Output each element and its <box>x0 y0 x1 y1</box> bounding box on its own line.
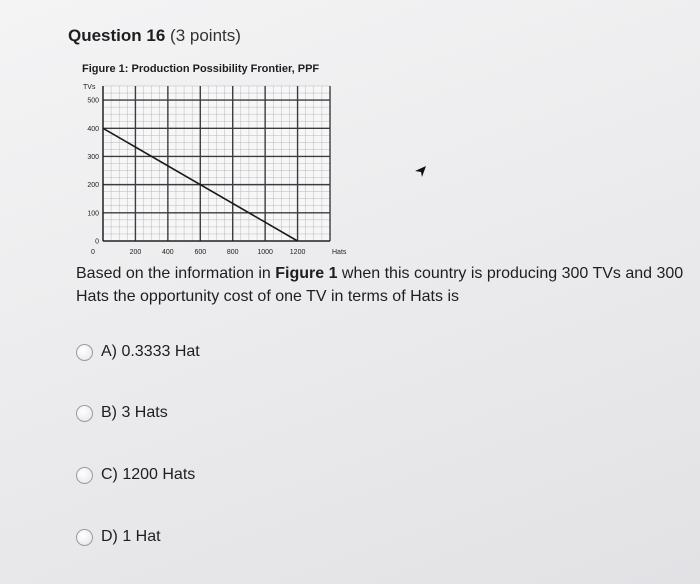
y-axis-label: TVs <box>83 84 96 91</box>
radio-b[interactable] <box>76 405 93 422</box>
x-tick-label: 1000 <box>257 249 273 256</box>
x-tick-label: 600 <box>194 249 207 256</box>
question-text-bold: Figure 1 <box>275 265 338 282</box>
figure-title: Figure 1: Production Possibility Frontier, PPF <box>82 63 320 75</box>
question-text-end: when this country is producing 300 TVs and 300 Hats the opportunity cost of one TV in terms of Hats is <box>76 265 684 305</box>
x-tick-label: 0 <box>91 249 95 256</box>
option-c-label: C) 1200 Hats <box>101 466 196 483</box>
y-tick-label: 0 <box>95 238 99 246</box>
x-tick-label: 800 <box>226 249 239 256</box>
option-c[interactable] <box>76 466 195 484</box>
ppf-chart <box>70 78 350 260</box>
radio-c[interactable] <box>76 467 93 484</box>
radio-d[interactable] <box>76 529 93 546</box>
y-tick-label: 500 <box>87 97 99 105</box>
question-text-start: Based on the information in <box>76 265 276 282</box>
option-b[interactable] <box>76 404 168 422</box>
x-axis-label: Hats <box>332 249 347 256</box>
y-tick-label: 200 <box>87 182 99 190</box>
x-tick-label: 200 <box>129 249 142 256</box>
x-tick-label: 400 <box>162 249 174 256</box>
option-a-label: A) 0.3333 Hat <box>101 343 200 360</box>
option-d-label: D) 1 Hat <box>101 528 161 545</box>
y-tick-label: 300 <box>87 153 99 161</box>
option-b-label: B) 3 Hats <box>101 404 168 421</box>
option-a[interactable] <box>76 343 200 361</box>
mouse-cursor-icon <box>414 165 428 179</box>
x-tick-label: 1200 <box>289 249 306 256</box>
option-d[interactable] <box>76 528 161 546</box>
question-points: (3 points) <box>170 26 241 45</box>
question-header <box>68 26 241 46</box>
radio-a[interactable] <box>76 344 93 361</box>
question-number: Question 16 <box>68 26 166 45</box>
question-text <box>76 262 696 308</box>
y-tick-label: 400 <box>87 125 99 133</box>
y-tick-label: 100 <box>87 210 99 218</box>
